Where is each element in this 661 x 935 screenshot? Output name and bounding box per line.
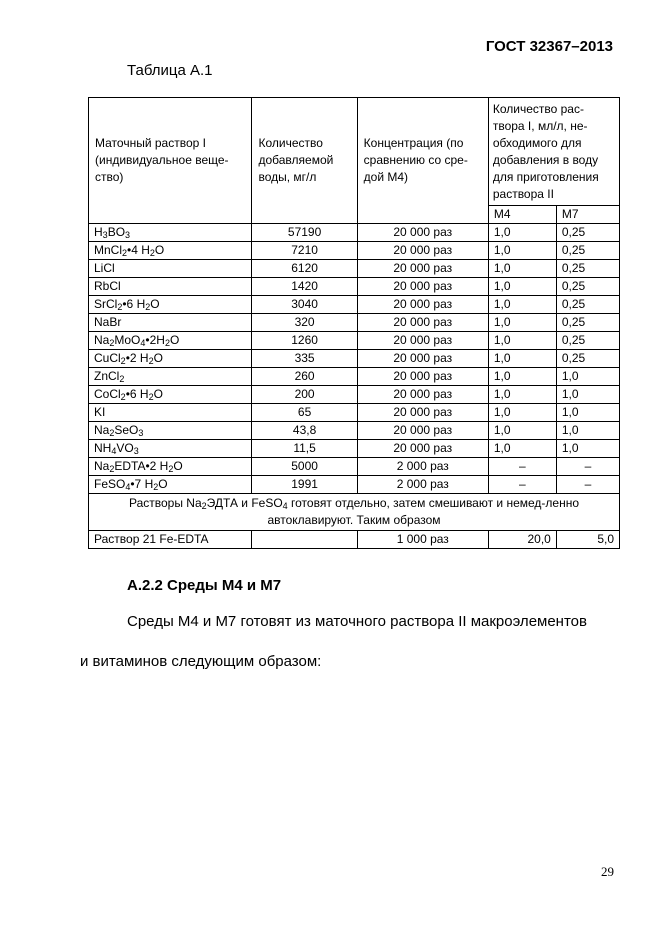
- cell-substance: ZnCl$_2$: [89, 368, 252, 386]
- cell-m7: 1,0: [556, 404, 619, 422]
- table-note-row: [89, 494, 620, 531]
- cell-m4: 1,0: [488, 224, 556, 242]
- cell-m4: 1,0: [488, 350, 556, 368]
- cell-m4: 1,0: [488, 242, 556, 260]
- cell-amount: 6120: [252, 260, 357, 278]
- table-row: [89, 458, 620, 476]
- table-row: [89, 278, 620, 296]
- final-substance: Раствор 21 Fe-EDTA: [89, 531, 252, 549]
- cell-concentration: 20 000 раз: [357, 440, 488, 458]
- cell-m4: 1,0: [488, 404, 556, 422]
- cell-substance: $NH_4VO_3$: [89, 440, 252, 458]
- cell-concentration: 20 000 раз: [357, 404, 488, 422]
- cell-m4: 1,0: [488, 368, 556, 386]
- cell-amount: 7210: [252, 242, 357, 260]
- cell-substance: NaBr: [89, 314, 252, 332]
- header-substance: Маточный раствор I (индивидуальное веще-ство): [89, 98, 252, 224]
- cell-m4: 1,0: [488, 422, 556, 440]
- header-amount: Количество добавляемой воды, мг/л: [252, 98, 357, 224]
- cell-concentration: 2 000 раз: [357, 476, 488, 494]
- cell-substance: SrCl$_2$•6 $H_2O$: [89, 296, 252, 314]
- cell-m7: 0,25: [556, 260, 619, 278]
- cell-m7: 1,0: [556, 368, 619, 386]
- cell-concentration: 20 000 раз: [357, 332, 488, 350]
- cell-substance: RbCl: [89, 278, 252, 296]
- cell-amount: 65: [252, 404, 357, 422]
- cell-concentration: 20 000 раз: [357, 386, 488, 404]
- cell-substance: LiCl: [89, 260, 252, 278]
- cell-m4: 1,0: [488, 440, 556, 458]
- cell-amount: 1260: [252, 332, 357, 350]
- header-concentration: Концентрация (по сравнению со сре-дой М4): [357, 98, 488, 224]
- cell-substance: $Na_2SeO_3$: [89, 422, 252, 440]
- table-row: [89, 386, 620, 404]
- cell-concentration: 2 000 раз: [357, 458, 488, 476]
- table-row: [89, 422, 620, 440]
- final-m4: 20,0: [488, 531, 556, 549]
- table-row: [89, 404, 620, 422]
- table-final-row: [89, 531, 620, 549]
- standard-number: ГОСТ 32367–2013: [485, 38, 613, 55]
- table-row: [89, 476, 620, 494]
- cell-concentration: 20 000 раз: [357, 368, 488, 386]
- cell-m7: 0,25: [556, 314, 619, 332]
- cell-m7: –: [556, 458, 619, 476]
- paragraph-line-1: Среды М4 и М7 готовят из маточного раствора II макроэлементов: [127, 613, 587, 630]
- cell-concentration: 20 000 раз: [357, 350, 488, 368]
- cell-m4: 1,0: [488, 386, 556, 404]
- cell-m7: 1,0: [556, 422, 619, 440]
- cell-amount: 200: [252, 386, 357, 404]
- cell-amount: 5000: [252, 458, 357, 476]
- cell-substance: KI: [89, 404, 252, 422]
- paragraph-line-2: и витаминов следующим образом:: [80, 653, 322, 670]
- cell-m4: –: [488, 458, 556, 476]
- table-row: [89, 314, 620, 332]
- cell-amount: 260: [252, 368, 357, 386]
- cell-m7: –: [556, 476, 619, 494]
- table-caption: Таблица А.1: [127, 62, 213, 79]
- cell-m7: 0,25: [556, 278, 619, 296]
- cell-m4: –: [488, 476, 556, 494]
- cell-concentration: 20 000 раз: [357, 314, 488, 332]
- cell-concentration: 20 000 раз: [357, 242, 488, 260]
- final-amount: [252, 531, 357, 549]
- cell-m7: 0,25: [556, 296, 619, 314]
- table-row: [89, 332, 620, 350]
- cell-m7: 0,25: [556, 224, 619, 242]
- data-table: [88, 97, 620, 549]
- cell-amount: 57190: [252, 224, 357, 242]
- cell-amount: 43,8: [252, 422, 357, 440]
- final-concentration: 1 000 раз: [357, 531, 488, 549]
- cell-amount: 3040: [252, 296, 357, 314]
- table-row: [89, 242, 620, 260]
- cell-amount: 1420: [252, 278, 357, 296]
- table-row: [89, 368, 620, 386]
- table-row: [89, 296, 620, 314]
- cell-m7: 0,25: [556, 350, 619, 368]
- final-m7: 5,0: [556, 531, 619, 549]
- page-number: 29: [601, 864, 614, 879]
- cell-concentration: 20 000 раз: [357, 278, 488, 296]
- cell-amount: 320: [252, 314, 357, 332]
- cell-m4: 1,0: [488, 332, 556, 350]
- subheader-m7: М7: [556, 206, 619, 224]
- table-row: [89, 350, 620, 368]
- table-header-row: [89, 98, 620, 206]
- cell-concentration: 20 000 раз: [357, 422, 488, 440]
- table-row: [89, 224, 620, 242]
- table-row: [89, 440, 620, 458]
- cell-m7: 0,25: [556, 242, 619, 260]
- cell-amount: 1991: [252, 476, 357, 494]
- cell-substance: $H_3BO_3$: [89, 224, 252, 242]
- table-body: [89, 224, 620, 494]
- cell-substance: CuCl$_2$•2 $H_2O$: [89, 350, 252, 368]
- cell-amount: 335: [252, 350, 357, 368]
- cell-m7: 0,25: [556, 332, 619, 350]
- cell-concentration: 20 000 раз: [357, 296, 488, 314]
- header-volume: Количество рас-твора I, мл/л, не-обходимого для добавления в воду для приготовления раствора II: [488, 98, 619, 206]
- cell-substance: FeSO$_4$•7 $H_2O$: [89, 476, 252, 494]
- cell-substance: $Na_2MoO_4•2H_2O$: [89, 332, 252, 350]
- subheader-m4: М4: [488, 206, 556, 224]
- cell-m4: 1,0: [488, 296, 556, 314]
- section-heading: А.2.2 Среды М4 и М7: [127, 577, 282, 594]
- cell-m4: 1,0: [488, 260, 556, 278]
- table-row: [89, 260, 620, 278]
- cell-concentration: 20 000 раз: [357, 260, 488, 278]
- cell-substance: $Na_2EDTA•2$ $H_2O$: [89, 458, 252, 476]
- cell-concentration: 20 000 раз: [357, 224, 488, 242]
- cell-substance: CoCl$_2$•6 $H_2O$: [89, 386, 252, 404]
- cell-m7: 1,0: [556, 386, 619, 404]
- cell-amount: 11,5: [252, 440, 357, 458]
- cell-m4: 1,0: [488, 278, 556, 296]
- cell-m7: 1,0: [556, 440, 619, 458]
- cell-m4: 1,0: [488, 314, 556, 332]
- cell-substance: MnCl$_2$•4 $H_2O$: [89, 242, 252, 260]
- table-note: Растворы $Na_2ЭДТА$ и FeSO$_4$ готовят отдельно, затем смешивают и немед-ленно автоклавируют. Таким образом: [89, 494, 620, 531]
